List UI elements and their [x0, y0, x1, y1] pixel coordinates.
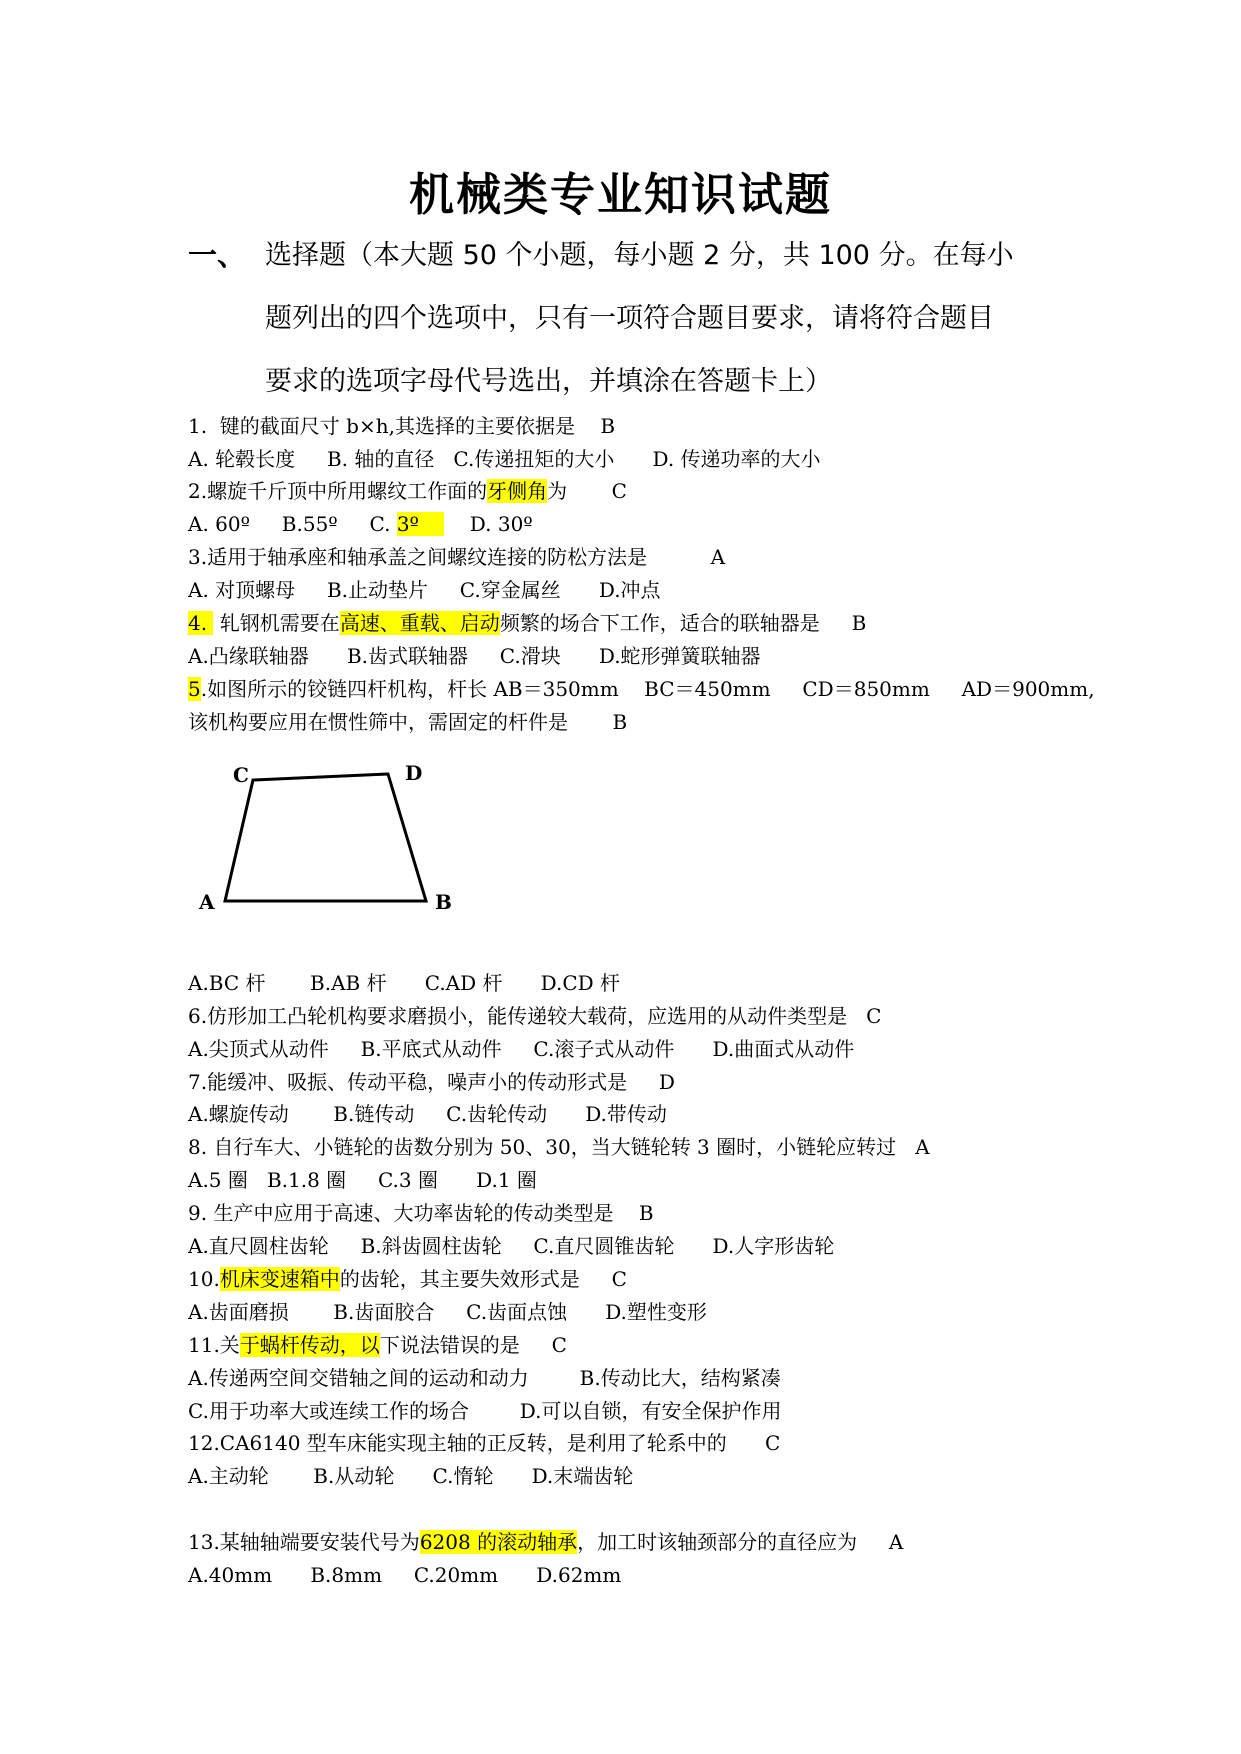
question-2-options: A. 60º B.55º C. 3º D. 30º [188, 512, 533, 536]
question-10-stem: 10.机床变速箱中的齿轮，其主要失效形式是 C [188, 1267, 627, 1291]
highlight: 于蜗杆传动，以 [239, 1333, 380, 1357]
highlight: 高速、重载、启动 [339, 611, 500, 635]
question-9-stem: 9. 生产中应用于高速、大功率齿轮的传动类型是 B [188, 1201, 654, 1225]
figure-label-c: C [233, 763, 249, 787]
question-5-stem: 5.如图所示的铰链四杆机构，杆长 AB＝350mm BC＝450mm CD＝850mm AD＝900mm, [188, 677, 1095, 701]
question-5-stem-continued: 该机构要应用在惯性筛中，需固定的杆件是 B [188, 710, 628, 734]
question-10-options: A.齿面磨损 B.齿面胶合 C.齿面点蚀 D.塑性变形 [188, 1300, 707, 1324]
section-heading-line-1: 选择题（本大题 50 个小题，每小题 2 分，共 100 分。在每小 [265, 240, 1014, 271]
figure-label-b: B [435, 890, 452, 912]
question-3-options: A. 对顶螺母 B.止动垫片 C.穿金属丝 D.冲点 [188, 578, 661, 602]
question-5-options: A.BC 杆 B.AB 杆 C.AD 杆 D.CD 杆 [188, 971, 621, 995]
linkage-outline [225, 774, 426, 901]
question-7-stem: 7.能缓冲、吸振、传动平稳，噪声小的传动形式是 D [188, 1070, 675, 1094]
highlight: 5 [188, 677, 201, 701]
question-12-options: A.主动轮 B.从动轮 C.惰轮 D.末端齿轮 [188, 1464, 634, 1488]
question-13-options: A.40mm B.8mm C.20mm D.62mm [188, 1563, 622, 1587]
section-number: 一、 [188, 238, 247, 272]
highlight: 牙侧角 [487, 479, 548, 503]
question-2-stem: 2.螺旋千斤顶中所用螺纹工作面的牙侧角为 C [188, 479, 627, 503]
question-3-stem: 3.适用于轴承座和轴承盖之间螺纹连接的防松方法是 A [188, 545, 726, 569]
question-4-options: A.凸缘联轴器 B.齿式联轴器 C.滑块 D.蛇形弹簧联轴器 [188, 644, 761, 668]
highlight: 机床变速箱中 [219, 1267, 340, 1291]
question-11-stem: 11.关于蜗杆传动，以下说法错误的是 C [188, 1333, 567, 1357]
page-title: 机械类专业知识试题 [408, 168, 832, 221]
question-13-stem: 13.某轴轴端要安装代号为6208 的滚动轴承，加工时该轴颈部分的直径应为 A [188, 1530, 904, 1554]
question-11-options-2: C.用于功率大或连续工作的场合 D.可以自锁，有安全保护作用 [188, 1399, 782, 1423]
question-1-stem: 1. 键的截面尺寸 b×h,其选择的主要依据是 B [188, 414, 616, 438]
question-4-stem: 4. 轧钢机需要在高速、重载、启动频繁的场合下工作，适合的联轴器是 B [188, 611, 867, 635]
question-6-options: A.尖顶式从动件 B.平底式从动件 C.滚子式从动件 D.曲面式从动件 [188, 1037, 855, 1061]
question-11-options-1: A.传递两空间交错轴之间的运动和动力 B.传动比大，结构紧凑 [188, 1366, 781, 1390]
question-7-options: A.螺旋传动 B.链传动 C.齿轮传动 D.带传动 [188, 1102, 667, 1126]
question-6-stem: 6.仿形加工凸轮机构要求磨损小，能传递较大载荷，应选用的从动件类型是 C [188, 1004, 882, 1028]
highlight: 3º [396, 512, 445, 536]
question-1-options: A. 轮毂长度 B. 轴的直径 C.传递扭矩的大小 D. 传递功率的大小 [188, 447, 821, 471]
question-9-options: A.直尺圆柱齿轮 B.斜齿圆柱齿轮 C.直尺圆锥齿轮 D.人字形齿轮 [188, 1234, 835, 1258]
question-8-stem: 8. 自行车大、小链轮的齿数分别为 50、30，当大链轮转 3 圈时，小链轮应转过 A [188, 1135, 930, 1159]
section-heading-line-2: 题列出的四个选项中，只有一项符合题目要求，请将符合题目 [265, 303, 994, 334]
question-8-options: A.5 圈 B.1.8 圈 C.3 圈 D.1 圈 [188, 1168, 537, 1192]
question-12-stem: 12.CA6140 型车床能实现主轴的正反转，是利用了轮系中的 C [188, 1431, 781, 1455]
highlight: 4. [188, 611, 214, 635]
figure-label-a: A [199, 890, 215, 912]
figure-label-d: D [405, 761, 423, 785]
section-heading-line-3: 要求的选项字母代号选出，并填涂在答题卡上） [265, 366, 832, 397]
highlight: 6208 的滚动轴承 [419, 1530, 578, 1554]
four-bar-linkage-figure [195, 752, 465, 912]
